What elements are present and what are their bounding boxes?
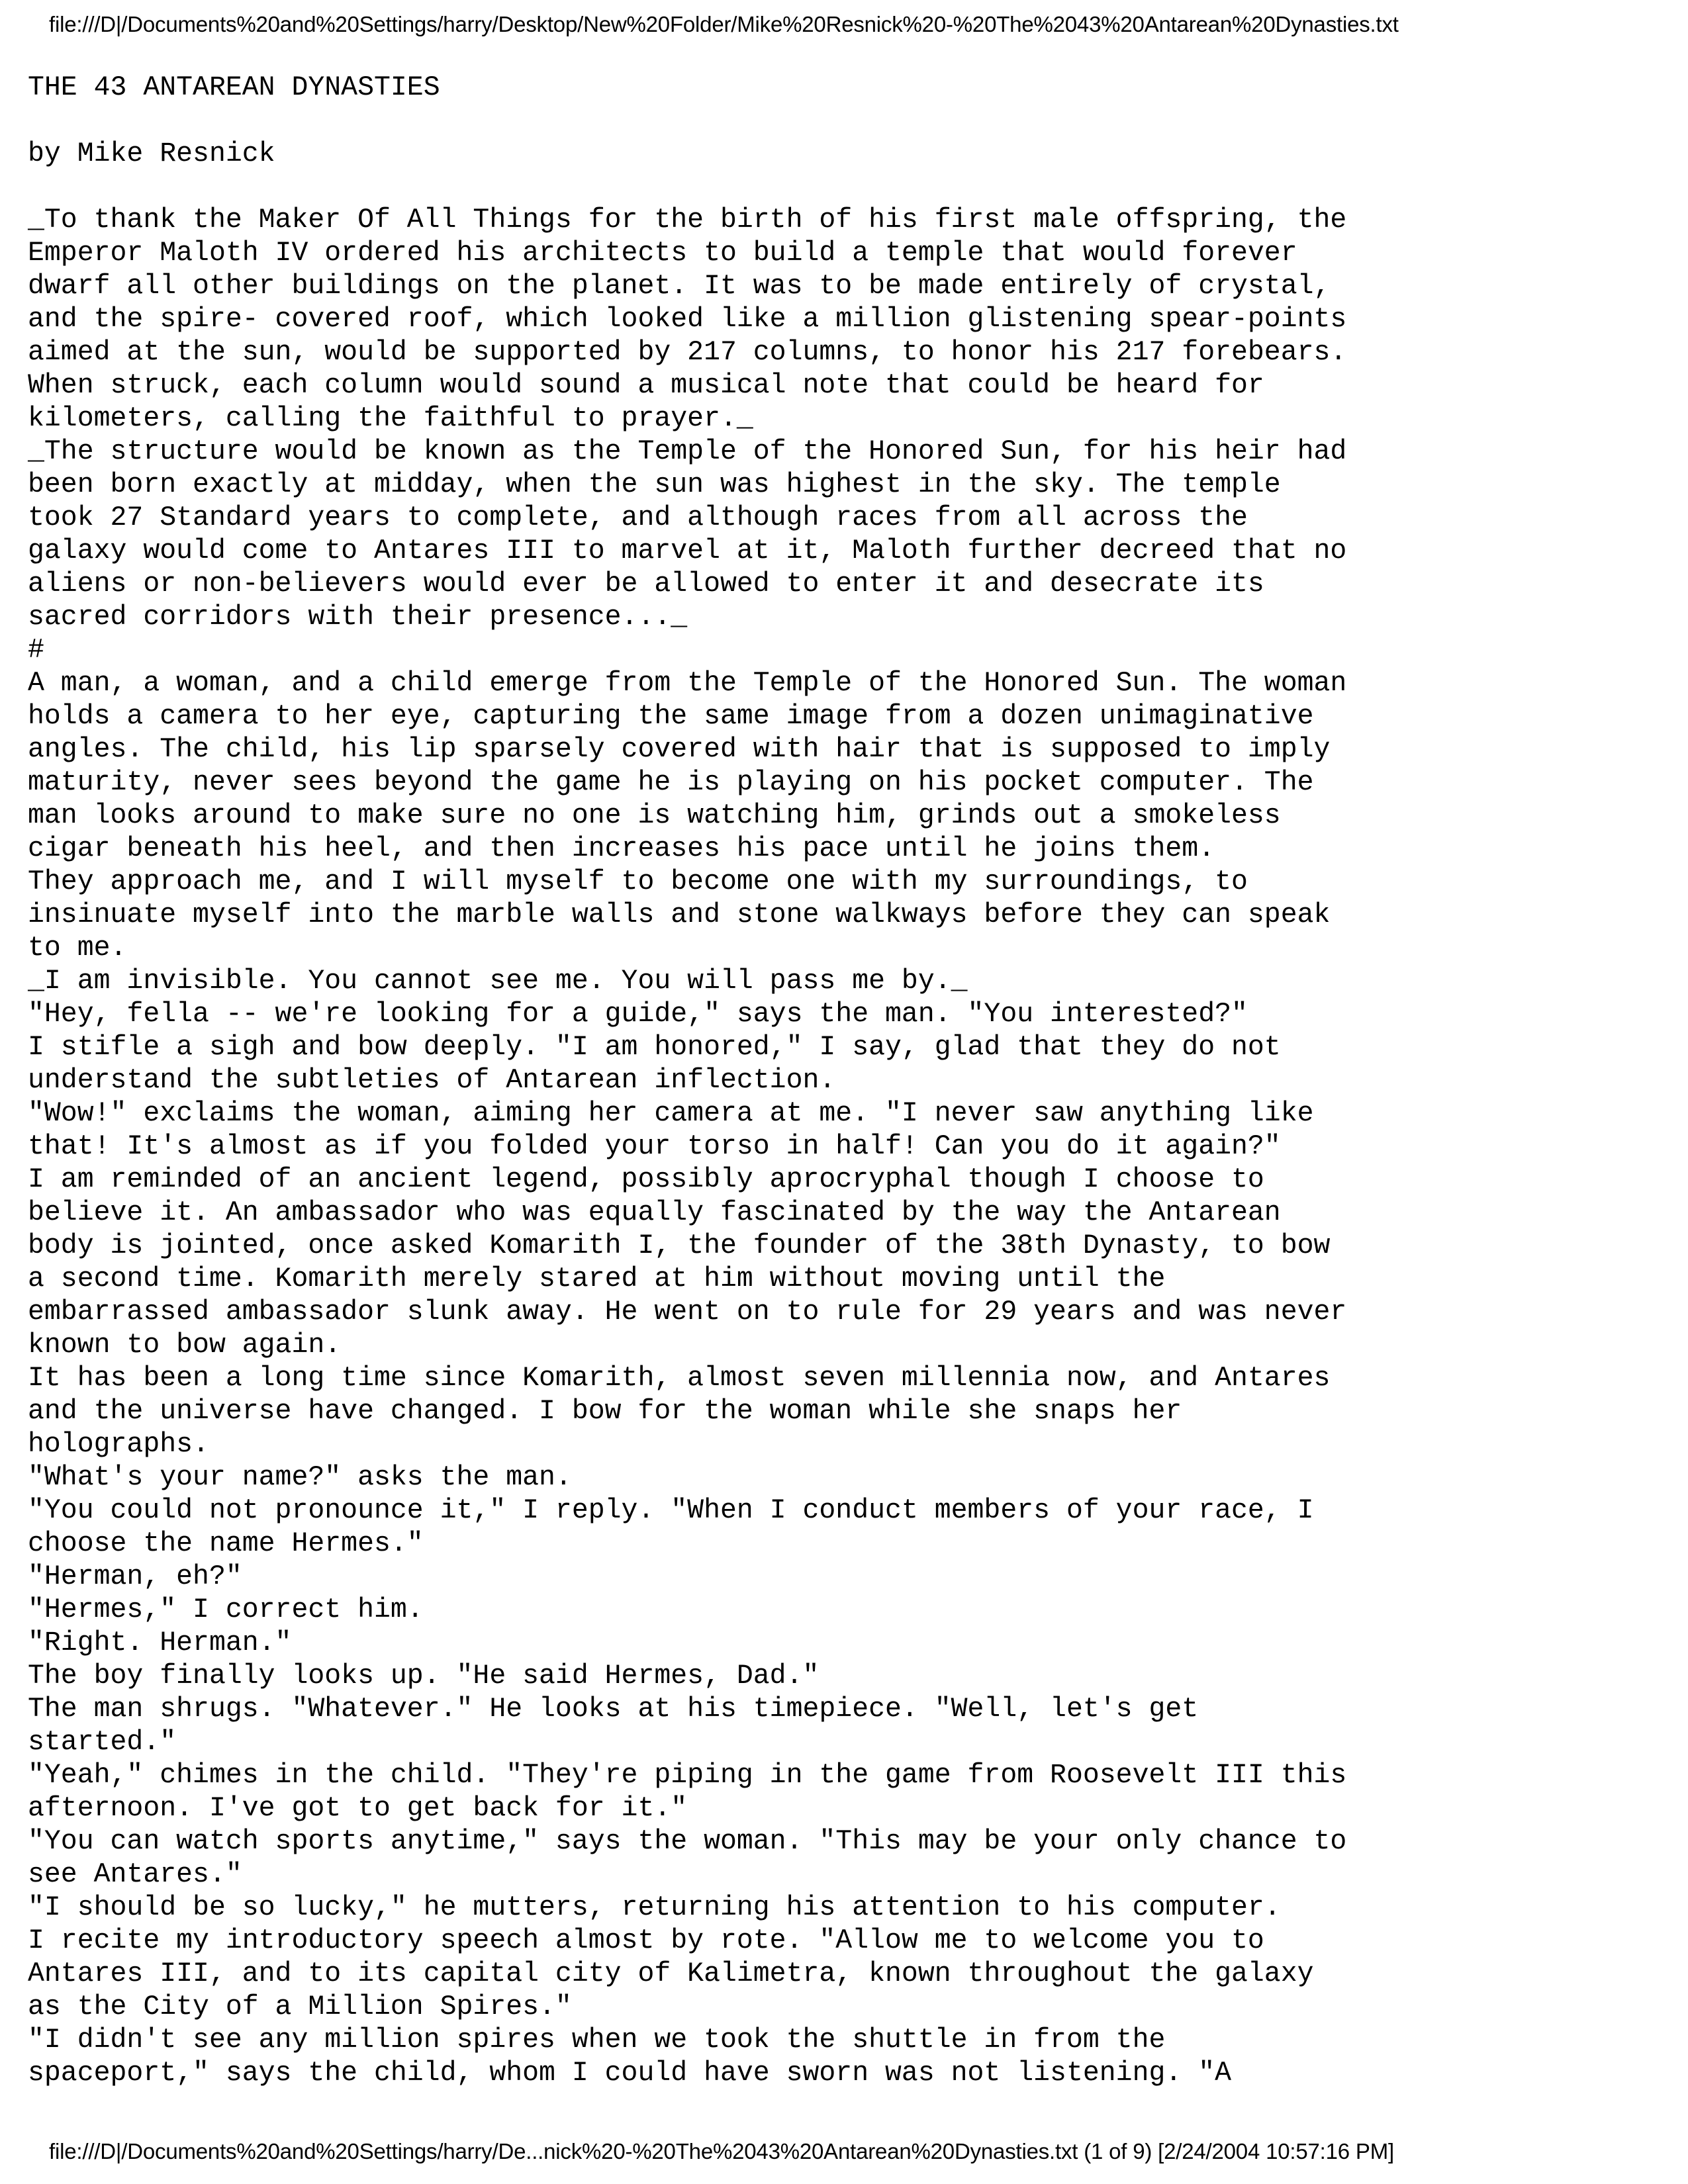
- text-line: Emperor Maloth IV ordered his architects to build a temple that would forever: [28, 238, 1297, 269]
- text-line: cigar beneath his heel, and then increases his pace until he joins them.: [28, 833, 1215, 864]
- text-line: see Antares.": [28, 1859, 242, 1890]
- text-line: by Mike Resnick: [28, 138, 275, 169]
- text-line: afternoon. I've got to get back for it.": [28, 1793, 688, 1824]
- text-line: to me.: [28, 933, 127, 964]
- text-line: as the City of a Million Spires.": [28, 1991, 572, 2023]
- text-line: [28, 171, 1669, 204]
- text-line: understand the subtleties of Antarean inflection.: [28, 1065, 836, 1096]
- text-line: THE 43 ANTAREAN DYNASTIES: [28, 72, 440, 103]
- text-line: sacred corridors with their presence..._: [28, 602, 688, 633]
- text-line: _The structure would be known as the Temple of the Honored Sun, for his heir had: [28, 436, 1347, 467]
- text-line: holographs.: [28, 1429, 209, 1460]
- text-line: took 27 Standard years to complete, and although races from all across the: [28, 502, 1248, 533]
- text-line: started.": [28, 1727, 177, 1758]
- text-line: It has been a long time since Komarith, almost seven millennia now, and Antares: [28, 1363, 1331, 1394]
- text-line: A man, a woman, and a child emerge from the Temple of the Honored Sun. The woman: [28, 668, 1347, 699]
- text-line: "What's your name?" asks the man.: [28, 1462, 572, 1493]
- text-line: that! It's almost as if you folded your torso in half! Can you do it again?": [28, 1131, 1281, 1162]
- text-line: The man shrugs. "Whatever." He looks at his timepiece. "Well, let's get: [28, 1694, 1199, 1725]
- text-line: maturity, never sees beyond the game he is playing on his pocket computer. The: [28, 767, 1314, 798]
- text-line: holds a camera to her eye, capturing the same image from a dozen unimaginative: [28, 701, 1314, 732]
- text-line: insinuate myself into the marble walls and stone walkways before they can speak: [28, 899, 1331, 931]
- text-line: "Hey, fella -- we're looking for a guide," says the man. "You interested?": [28, 999, 1248, 1030]
- text-line: "Yeah," chimes in the child. "They're piping in the game from Roosevelt III this: [28, 1760, 1347, 1791]
- text-line: When struck, each column would sound a musical note that could be heard for: [28, 370, 1264, 401]
- text-line: spaceport," says the child, whom I could have sworn was not listening. "A: [28, 2058, 1231, 2089]
- text-line: choose the name Hermes.": [28, 1528, 424, 1559]
- text-line: I am reminded of an ancient legend, possibly aprocryphal though I choose to: [28, 1164, 1264, 1195]
- text-line: a second time. Komarith merely stared at him without moving until the: [28, 1263, 1166, 1295]
- text-line: "Herman, eh?": [28, 1561, 242, 1592]
- text-line: "Wow!" exclaims the woman, aiming her camera at me. "I never saw anything like: [28, 1098, 1314, 1129]
- text-line: "I didn't see any million spires when we took the shuttle in from the: [28, 2025, 1166, 2056]
- text-line: aimed at the sun, would be supported by 217 columns, to honor his 217 forebears.: [28, 337, 1347, 368]
- text-line: dwarf all other buildings on the planet. It was to be made entirely of crystal,: [28, 271, 1331, 302]
- text-line: known to bow again.: [28, 1330, 342, 1361]
- text-line: and the universe have changed. I bow for the woman while she snaps her: [28, 1396, 1182, 1427]
- text-line: [28, 105, 1669, 138]
- text-line: galaxy would come to Antares III to marvel at it, Maloth further decreed that no: [28, 535, 1347, 567]
- text-line: embarrassed ambassador slunk away. He went on to rule for 29 years and was never: [28, 1297, 1347, 1328]
- text-line: "Right. Herman.": [28, 1627, 292, 1659]
- page-footer: file:///D|/Documents%20and%20Settings/harry/De...nick%20-%20The%2043%20Antarean%20Dynasties.txt (1 of 9) [2/24/2004 10:57:16 PM]: [49, 2139, 1394, 2163]
- text-line: _I am invisible. You cannot see me. You will pass me by._: [28, 966, 968, 997]
- text-line: Antares III, and to its capital city of Kalimetra, known throughout the galaxy: [28, 1958, 1314, 1989]
- document-body: [28, 71, 1669, 2090]
- text-line: "Hermes," I correct him.: [28, 1594, 424, 1625]
- text-line: body is jointed, once asked Komarith I, the founder of the 38th Dynasty, to bow: [28, 1230, 1331, 1261]
- text-line: believe it. An ambassador who was equally fascinated by the way the Antarean: [28, 1197, 1281, 1228]
- text-line: "You can watch sports anytime," says the woman. "This may be your only chance to: [28, 1826, 1347, 1857]
- text-line: I recite my introductory speech almost by rote. "Allow me to welcome you to: [28, 1925, 1264, 1956]
- text-line: been born exactly at midday, when the sun was highest in the sky. The temple: [28, 469, 1281, 500]
- text-line: The boy finally looks up. "He said Hermes, Dad.": [28, 1661, 820, 1692]
- text-line: kilometers, calling the faithful to prayer._: [28, 403, 753, 434]
- text-line: and the spire- covered roof, which looked like a million glistening spear-points: [28, 304, 1347, 335]
- text-line: man looks around to make sure no one is watching him, grinds out a smokeless: [28, 800, 1281, 831]
- page-header-url: file:///D|/Documents%20and%20Settings/harry/Desktop/New%20Folder/Mike%20Resnick%20-%20The%2043%20Antarean%20Dynasties.txt: [49, 12, 1399, 36]
- text-line: angles. The child, his lip sparsely covered with hair that is supposed to imply: [28, 734, 1331, 765]
- text-line: #: [28, 635, 44, 666]
- text-line: I stifle a sigh and bow deeply. "I am honored," I say, glad that they do not: [28, 1032, 1281, 1063]
- text-line: _To thank the Maker Of All Things for the birth of his first male offspring, the: [28, 205, 1347, 236]
- text-line: They approach me, and I will myself to become one with my surroundings, to: [28, 866, 1248, 897]
- text-line: "I should be so lucky," he mutters, returning his attention to his computer.: [28, 1892, 1281, 1923]
- text-line: aliens or non-believers would ever be allowed to enter it and desecrate its: [28, 569, 1264, 600]
- text-line: "You could not pronounce it," I reply. "When I conduct members of your race, I: [28, 1495, 1314, 1526]
